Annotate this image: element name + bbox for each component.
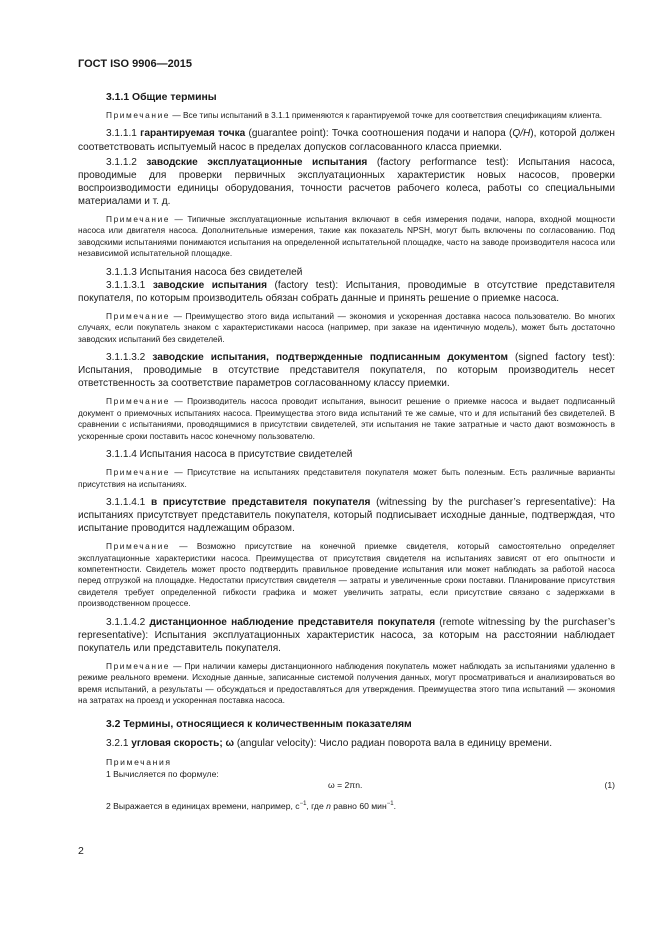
term-angular-velocity xyxy=(78,737,615,750)
section-title-3-1-1-3: 3.1.1.3 Испытания насоса без свидетелей xyxy=(106,266,303,278)
section-title-3-1-1: 3.1.1 Общие термины xyxy=(106,92,217,103)
note-text: — Типичные эксплуатационные испытания включают в себя измерения подачи, напора, входной мощности насоса или двигателя насоса. Дополнительные измерения, такие как показатель NPSH, могут быть включены по согласованию. Под заводскими испытаниями понимаются испытания на определенной испытательной площадке, часто на заводе производителя насоса или независимой испытательной площадке. xyxy=(78,213,615,259)
note-label: Примечание xyxy=(106,467,171,478)
note-2-text: , где xyxy=(306,800,327,811)
formula-row xyxy=(78,780,615,794)
term-name: угловая скорость; ω xyxy=(131,737,235,749)
term-name: заводские испытания xyxy=(152,279,268,291)
note-text: — Присутствие на испытаниях представителя покупателя может быть полезным. Есть различные варианты присутствия на испытаниях. xyxy=(78,467,615,489)
term-number: 3.1.1.2 xyxy=(106,156,147,168)
term-text: (factory performance test): Испытания насоса, проводимые для проверки первичных эксплуатационных характеристик новых насосов, проверки воспроизводимости единицы оборудования, точности расчетов рабочего колеса, работы со специальными материалами и т. д. xyxy=(78,156,616,207)
term-signed-factory-test xyxy=(78,351,615,390)
term-name: заводские испытания, подтвержденные подписанным документом xyxy=(152,352,508,364)
section-title-3-1-1-4: 3.1.1.4 Испытания насоса в присутствие свидетелей xyxy=(106,449,353,460)
note-witnessing xyxy=(78,541,615,609)
notes-label: Примечания xyxy=(106,756,172,767)
term-number: 3.1.1.1 xyxy=(106,128,141,140)
note-2 xyxy=(106,800,615,812)
term-number: 3.1.1.3.2 xyxy=(106,352,153,364)
section-title-3-2: 3.2 Термины, относящиеся к количественным показателям xyxy=(106,718,412,730)
term-text: (witnessing by the purchaser’s representative): На испытаниях присутствует представитель покупателя, который подписывает исходные данные, подтверждая, что испытание проводится надлежащим образом. xyxy=(78,496,616,535)
note-general-terms xyxy=(78,110,615,121)
note-text: — Преимущество этого вида испытаний — экономия и ускоренная доставка насоса пользователю. Во многих случаях, если покупатель знаком с характеристиками насоса (например, при заказе на идентичную модель), может быть достаточно заводских испытаний без свидетелей. xyxy=(78,310,615,344)
note-label: Примечание xyxy=(106,541,171,552)
note-2-text: равно 60 мин xyxy=(330,800,387,811)
note-1: 1 Вычисляется по формуле: xyxy=(106,768,219,779)
note-label: Примечание xyxy=(106,310,171,321)
qh-symbol: Q/H xyxy=(512,128,531,140)
formula-number: (1) xyxy=(604,779,615,790)
n-symbol: n xyxy=(326,800,331,811)
note-2-text: . xyxy=(393,800,396,811)
note-factory-test xyxy=(78,311,615,345)
term-text: (signed factory test): Испытания, проводимые в отсутствие представителя покупателя, по которым производитель несет ответственность за соответствие параметров согласованному классу приемки. xyxy=(78,352,615,390)
superscript: −1 xyxy=(299,800,307,807)
term-number: 3.1.1.4.1 xyxy=(106,496,151,508)
note-label: Примечание xyxy=(106,660,171,671)
note-signed-factory-test xyxy=(78,396,615,442)
term-text-cont: ), которой должен соответствовать испытуемый насос в пределах допусков согласованного класса приемки. xyxy=(78,128,615,153)
term-factory-test xyxy=(78,279,615,305)
note-label: Примечание xyxy=(106,213,171,224)
note-remote-witnessing xyxy=(78,661,615,707)
note-label: Примечание xyxy=(106,110,171,120)
term-number: 3.1.1.4.2 xyxy=(106,616,150,628)
term-name: дистанционное наблюдение представителя покупателя xyxy=(149,616,436,628)
term-witnessing xyxy=(78,496,615,535)
term-text: (guarantee point): Точка соотношения подачи и напора ( xyxy=(245,128,513,140)
superscript: −1 xyxy=(386,800,394,807)
note-witnessed-tests xyxy=(78,467,615,490)
note-text: — Производитель насоса проводит испытания, выносит решение о приемке насоса и выдает подписанный документ о приемочных испытаниях насоса. Преимущества этого вида испытаний те же самые, что и для испытаний без свидетелей. В сравнении с испытаниями, проводящимися в присутствии свидетелей, эти испытания не такие затратные и часто дают возможность в ускоренные сроки поставить насос конечному пользователю. xyxy=(78,396,615,441)
note-2-text: 2 Выражается в единицах времени, например, с xyxy=(106,800,300,811)
term-text: (factory test): Испытания, проводимые в отсутствие представителя покупателя, по которым производитель обязан собрать данные и принять решение о приемке насоса. xyxy=(78,279,615,304)
note-label: Примечание xyxy=(106,396,171,407)
term-text: (angular velocity): Число радиан поворота вала в единицу времени. xyxy=(234,737,553,749)
term-guarantee-point xyxy=(78,127,615,153)
term-text: (remote witnessing by the purchaser’s representative): Испытания эксплуатационных характеристик насоса, за которым на расстоянии наблюдает покупатель или представитель покупателя. xyxy=(78,616,615,654)
page-number: 2 xyxy=(78,845,84,857)
term-name: в присутствие представителя покупателя xyxy=(150,496,371,508)
note-text: — Все типы испытаний в 3.1.1 применяются к гарантируемой точке для соответствия спецификациям клиента. xyxy=(170,110,603,120)
note-text: — При наличии камеры дистанционного наблюдения покупатель может наблюдать за испытаниями удаленно в режиме реального времени. Исходные данные, записанные системой получения данных, могут просматриваться и анализироваться во время испытаний, а результаты — обсуждаться и предоставляться для утверждения. Преимущества этого типа испытаний — экономия на затратах на проезд и ускоренная поставка насоса. xyxy=(78,660,615,706)
formula: ω = 2πn. xyxy=(328,779,363,790)
term-name: заводские эксплуатационные испытания xyxy=(146,156,368,168)
document-header: ГОСТ ISO 9906—2015 xyxy=(78,58,193,70)
note-performance-test xyxy=(78,214,615,260)
note-text: — Возможно присутствие на конечной приемке свидетеля, который самостоятельно определяет эксплуатационные характеристики насоса. Преимущества от присутствия свидетеля на испытаниях зависят от его опытности и компетентности. Свидетель может просто подтвердить правильное проведение испытания или может наблюдать за работой насоса перед отгрузкой на площадке. Недостатки присутствия свидетеля — затраты и увеличенные сроки поставки. Планирование присутствия свидетеля требует определенной гибкости графика и может увеличить затраты, если присутствие связано с задержками в производственном процессе. xyxy=(78,541,615,609)
term-number: 3.2.1 xyxy=(106,737,132,749)
term-factory-performance-test xyxy=(78,156,615,208)
term-remote-witnessing xyxy=(78,616,615,655)
term-number: 3.1.1.3.1 xyxy=(106,279,153,291)
term-name: гарантируемая точка xyxy=(140,128,246,140)
